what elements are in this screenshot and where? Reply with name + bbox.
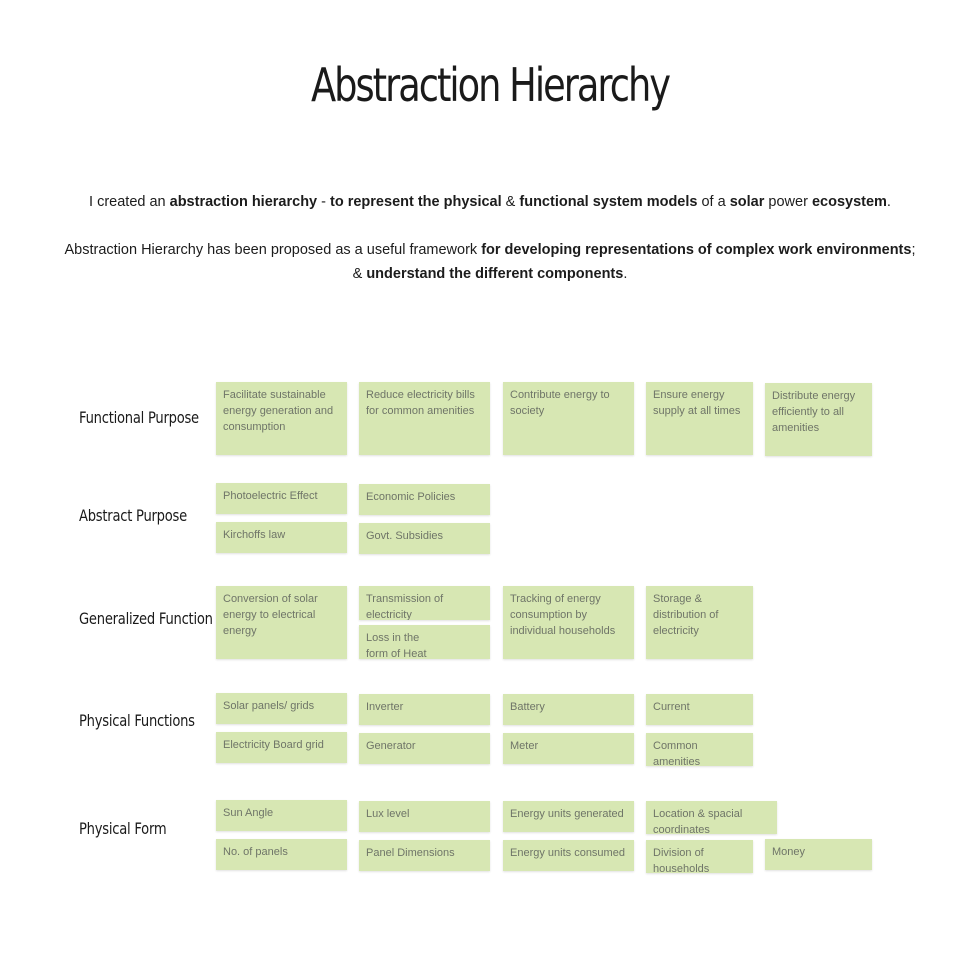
note-ap-subsidies: Govt. Subsidies <box>359 523 490 554</box>
intro-p2-segment: ; & <box>352 242 916 282</box>
intro-p2-segment: . <box>623 266 628 282</box>
note-fp-reduce-bills: Reduce electricity bills for common amenities <box>359 382 490 455</box>
note-pf-eb-grid: Electricity Board grid <box>216 732 347 763</box>
note-pf-common-amenities: Common amenities <box>646 733 753 766</box>
intro-paragraph-2 <box>60 238 920 286</box>
intro-p1-segment: abstraction hierarchy <box>169 194 318 210</box>
page-title: Abstraction Hierarchy <box>310 58 670 112</box>
note-pform-location: Location & spacial coordinates <box>646 801 777 834</box>
note-gf-heat-loss: Loss in the form of Heat <box>359 625 490 659</box>
note-pform-lux-level: Lux level <box>359 801 490 832</box>
intro-p1-segment: - <box>317 194 331 210</box>
intro-p1-segment: to represent the physical <box>330 194 502 210</box>
note-pf-generator: Generator <box>359 733 490 764</box>
note-fp-distribute: Distribute energy efficiently to all amenities <box>765 383 872 456</box>
note-pform-money: Money <box>765 839 872 870</box>
intro-p2-segment: for developing representations of complex work environments <box>481 242 912 258</box>
row-label-functional-purpose: Functional Purpose <box>79 408 199 427</box>
row-label-physical-functions: Physical Functions <box>79 711 195 730</box>
note-pf-current: Current <box>646 694 753 725</box>
note-gf-tracking: Tracking of energy consumption by individual households <box>503 586 634 659</box>
intro-p1-segment: functional system models <box>519 194 698 210</box>
row-label-abstract-purpose: Abstract Purpose <box>79 506 187 525</box>
note-gf-transmission: Transmission of electricity <box>359 586 490 620</box>
intro-p1-segment: ecosystem <box>811 194 887 210</box>
intro-p2-segment: understand the different components <box>366 266 624 282</box>
intro-p1-segment: & <box>501 194 520 210</box>
note-ap-photoelectric: Photoelectric Effect <box>216 483 347 514</box>
intro-p2-segment: Abstraction Hierarchy has been proposed as a useful framework <box>64 242 482 258</box>
note-gf-conversion: Conversion of solar energy to electrical energy <box>216 586 347 659</box>
note-pform-panel-dimensions: Panel Dimensions <box>359 840 490 871</box>
note-fp-ensure-supply: Ensure energy supply at all times <box>646 382 753 455</box>
note-gf-storage: Storage & distribution of electricity <box>646 586 753 659</box>
row-label-physical-form: Physical Form <box>79 819 167 838</box>
note-pf-solar-panels: Solar panels/ grids <box>216 693 347 724</box>
note-pf-meter: Meter <box>503 733 634 764</box>
intro-p1-segment: power <box>764 194 812 210</box>
intro-p1-segment: . <box>886 194 891 210</box>
note-ap-kirchoff: Kirchoffs law <box>216 522 347 553</box>
intro-paragraph-1 <box>60 190 920 214</box>
intro-p1-segment: solar <box>729 194 765 210</box>
note-pform-units-consumed: Energy units consumed <box>503 840 634 871</box>
note-fp-facilitate: Facilitate sustainable energy generation and consumption <box>216 382 347 455</box>
note-pform-division-households: Division of households <box>646 840 753 873</box>
note-pform-sun-angle: Sun Angle <box>216 800 347 831</box>
intro-p1-segment: I created an <box>89 194 170 210</box>
intro-p1-segment: of a <box>697 194 730 210</box>
note-pf-inverter: Inverter <box>359 694 490 725</box>
note-pf-battery: Battery <box>503 694 634 725</box>
row-label-generalized-function: Generalized Function <box>79 609 213 628</box>
note-pform-no-of-panels: No. of panels <box>216 839 347 870</box>
note-pform-units-generated: Energy units generated <box>503 801 634 832</box>
note-ap-economic-policies: Economic Policies <box>359 484 490 515</box>
note-fp-contribute: Contribute energy to society <box>503 382 634 455</box>
